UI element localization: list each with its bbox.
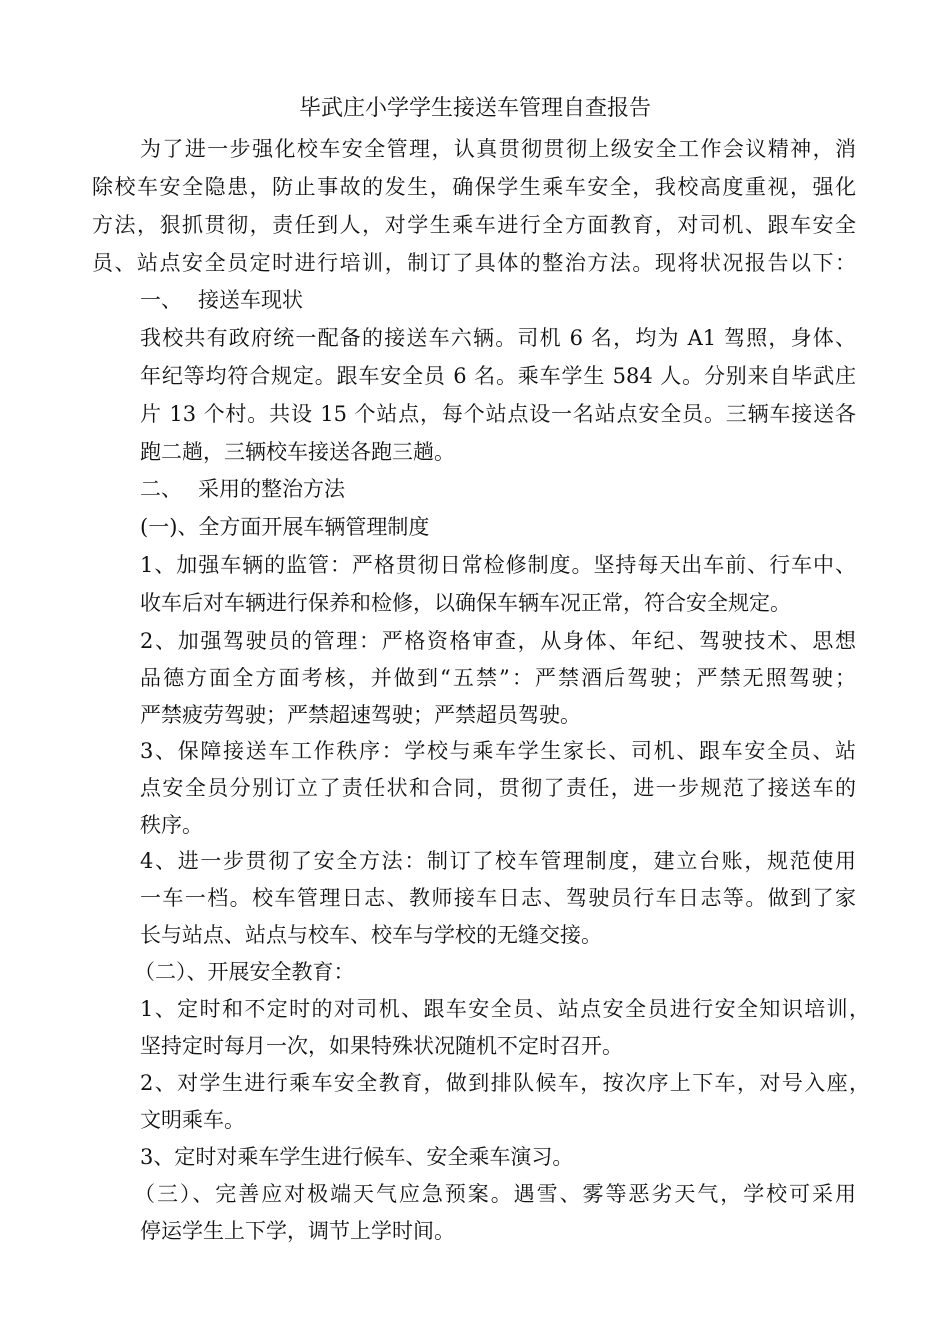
item-line: 4、进一步贯彻了安全方法：制订了校车管理制度，建立台账，规范使用 <box>140 849 856 873</box>
item-line: 3、保障接送车工作秩序：学校与乘车学生家长、司机、跟车安全员、站 <box>140 739 856 763</box>
intro-line: 方法，狠抓贯彻，责任到人，对学生乘车进行全方面教育，对司机、跟车安全 <box>92 213 856 237</box>
item-line: 秩序。 <box>140 813 203 837</box>
intro-line: 除校车安全隐患，防止事故的发生，确保学生乘车安全，我校高度重视，强化 <box>92 175 856 199</box>
item-line: 长与站点、站点与校车、校车与学校的无缝交接。 <box>140 923 602 947</box>
item-line: 坚持定时每月一次，如果特殊状况随机不定时召开。 <box>140 1034 623 1058</box>
section-1-heading <box>140 285 303 315</box>
section-2-number: 二、 <box>140 477 182 501</box>
item-line: 2、加强驾驶员的管理：严格资格审查，从身体、年纪、驾驶技术、思想 <box>140 629 856 653</box>
subsection-2-heading: （二）、开展安全教育： <box>134 960 355 984</box>
section-1-line: 年纪等均符合规定。跟车安全员 6 名。乘车学生 584 人。分别来自毕武庄 <box>140 364 856 388</box>
intro-line: 员、站点安全员定时进行培训，制订了具体的整治方法。现将状况报告以下： <box>92 251 856 275</box>
item-line: 2、对学生进行乘车安全教育，做到排队候车，按次序上下车，对号入座， <box>140 1071 870 1095</box>
item-line: 点安全员分别订立了责任状和合同，贯彻了责任，进一步规范了接送车的 <box>140 776 856 800</box>
subsection-1-heading: (一)、全方面开展车辆管理制度 <box>140 515 430 539</box>
intro-line: 为了进一步强化校车安全管理，认真贯彻贯彻上级安全工作会议精神，消 <box>140 137 856 161</box>
section-1-title: 接送车现状 <box>198 288 303 312</box>
section-1-line: 我校共有政府统一配备的接送车六辆。司机 6 名，均为 A1 驾照，身体、 <box>140 326 856 350</box>
section-2-title: 采用的整治方法 <box>198 477 345 501</box>
subsection-3-line: （三）、完善应对极端天气应急预案。遇雪、雾等恶劣天气，学校可采用 <box>134 1182 856 1206</box>
document-title: 毕武庄小学学生接送车管理自查报告 <box>298 96 651 121</box>
item-line: 一车一档。校车管理日志、教师接车日志、驾驶员行车日志等。做到了家 <box>140 886 856 910</box>
item-line: 收车后对车辆进行保养和检修，以确保车辆车况正常，符合安全规定。 <box>140 591 791 615</box>
item-line: 品德方面全方面考核，并做到“五禁”：严禁酒后驾驶；严禁无照驾驶； <box>140 666 856 690</box>
subsection-3-line: 停运学生上下学，调节上学时间。 <box>140 1219 455 1243</box>
item-line: 1、加强车辆的监管：严格贯彻日常检修制度。坚持每天出车前、行车中、 <box>140 553 856 577</box>
section-1-line: 片 13 个村。共设 15 个站点，每个站点设一名站点安全员。三辆车接送各 <box>140 402 856 426</box>
item-line: 文明乘车。 <box>140 1108 245 1132</box>
section-1-number: 一、 <box>140 288 182 312</box>
section-1-line: 跑二趟，三辆校车接送各跑三趟。 <box>140 440 455 464</box>
section-2-heading <box>140 474 345 504</box>
item-line: 1、定时和不定时的对司机、跟车安全员、站点安全员进行安全知识培训， <box>140 997 870 1021</box>
item-line: 3、定时对乘车学生进行候车、安全乘车演习。 <box>140 1145 574 1169</box>
item-line: 严禁疲劳驾驶；严禁超速驾驶；严禁超员驾驶。 <box>140 703 581 727</box>
